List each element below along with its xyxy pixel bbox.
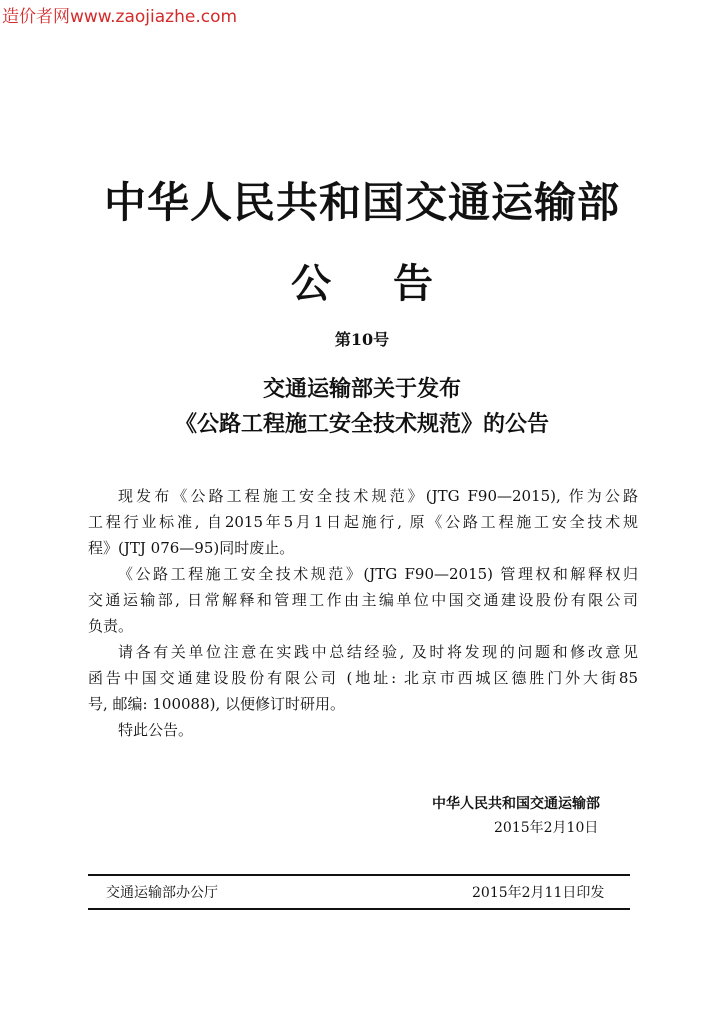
paragraph-1-line-1: 现发布《公路工程施工安全技术规范》(JTG F90—2015), 作为公路: [118, 487, 638, 505]
watermark: 造价者网www.zaojiazhe.com: [2, 7, 238, 27]
signature-organization: 中华人民共和国交通运输部: [432, 796, 600, 812]
signature-date: 2015年2月10日: [494, 820, 599, 836]
paragraph-1-line-2: 工程行业标准, 自2015年5月1日起施行, 原《公路工程施工安全技术规: [88, 513, 638, 531]
footer-issue-date: 2015年2月11日印发: [472, 885, 605, 901]
ministry-title: 中华人民共和国交通运输部: [103, 178, 620, 227]
document-heading-line-2: 《公路工程施工安全技术规范》的公告: [174, 412, 549, 437]
paragraph-3-line-3: 号, 邮编: 100088), 以便修订时研用。: [88, 695, 346, 713]
paragraph-2-line-3: 负责。: [88, 617, 134, 635]
footer-bottom-rule: [88, 908, 630, 910]
notice-char-1: 公: [291, 261, 331, 307]
notice-char-2: 告: [393, 261, 433, 307]
paragraph-3-line-1: 请各有关单位注意在实践中总结经验, 及时将发现的问题和修改意见: [118, 643, 638, 661]
paragraph-1-line-3: 程》(JTJ 076—95)同时废止。: [88, 539, 295, 557]
notice-title: [0, 252, 724, 309]
footer-issuing-office: 交通运输部办公厅: [106, 885, 218, 901]
paragraph-2-line-2: 交通运输部, 日常解释和管理工作由主编单位中国交通建设股份有限公司: [88, 591, 638, 609]
paragraph-4: 特此公告。: [118, 721, 194, 739]
notice-number: 第10号: [334, 330, 390, 349]
footer-top-rule: [88, 874, 630, 876]
document-heading-line-1: 交通运输部关于发布: [262, 377, 461, 402]
paragraph-3-line-2: 函告中国交通建设股份有限公司 (地址: 北京市西城区德胜门外大街85: [88, 669, 638, 687]
paragraph-2-line-1: 《公路工程施工安全技术规范》(JTG F90—2015) 管理权和解释权归: [118, 565, 638, 583]
